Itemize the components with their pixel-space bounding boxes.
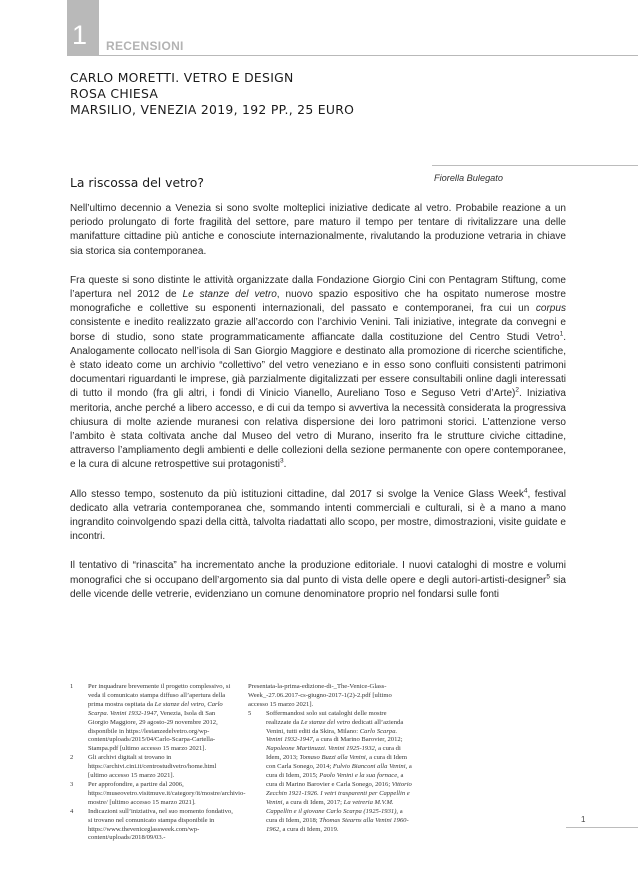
- paragraph-1: Nell’ultimo decennio a Venezia si sono svolte molteplici iniziative dedicate al vetro. Probabile reazione a un periodo prolungato di forte fragilità del settore, pare maturo il tempo per tentare di rivitalizzare una delle manifatture cittadine più antiche e conosciute internazionalmente, rivalutando la produzione vetraria in chiave sia storica sia contemporanea.: [70, 203, 566, 257]
- footnote-3: 3 Per approfondire, a partire dal 2006, https://museovetro.visitmuve.it/category/it/mostre/archivio-mostre/ [ultimo accesso 15 marzo 2021].: [70, 780, 246, 806]
- footnote-4-continued: Presentata-la-prima-edizione-di-_The-Venice-Glass-Week_-27.06.2017-cs-giugno-2017-1(2)-2.pdf [ultimo accesso 15 marzo 2021].: [248, 683, 392, 708]
- review-author-line: [432, 165, 638, 186]
- article-body: [70, 202, 566, 615]
- page-number: 1: [581, 815, 586, 824]
- section-header: [67, 0, 638, 58]
- paragraph-3: Allo stesso tempo, sostenuto da più istituzioni cittadine, dal 2017 si svolge la Venice Glass Week$^4$, festival dedicato alla vetraria contemporanea che, sommando intenti commerciali e culturali, si è a mano a mano ingrandito coinvolgendo spazi della città, talvolta riadattati allo scopo, per mostre, dimostrazioni, visite guidate e incontri.: [70, 487, 566, 543]
- footnote-5: 5 Soffermandosi solo sui cataloghi delle mostre realizzate da Le stanze del vetro dedicati all’azienda Venini, tutti editi da Skira, Milano: Carlo Scarpa. Venini 1932-1947, a cura di Marino Barovier, 2012; Napoleone Martinuzzi. Venini 1925-1932, a cura di Idem, 2013; Tomaso Buzzi alla Venini, a cura di Idem con Carla Sonego, 2014; Fulvio Bianconi alla Venini, a cura di Idem, 2015; Paolo Venini e la sua fornace, a cura di Marino Barovier e Carla Sonego, 2016; Vittorio Zecchin 1921-1926. I vetri trasparenti per Cappellin e Venini, a cura di Idem, 2017; La vetreria M.V.M. Cappellin e il giovane Carlo Scarpa (1925-1931), a cura di Idem, 2018; Thomas Stearns alla Venini 1960-1962, a cura di Idem, 2019.: [248, 709, 412, 833]
- footnote-1: 1 Per inquadrare brevemente il progetto complessivo, si veda il comunicato stampa diffuso all’apertura della prima mostra ospitata da Le stanze del vetro, Carlo Scarpa. Venini 1932-1947, Venezia, Isola di San Giorgio Maggiore, 29 agosto-29 novembre 2012, disponibile in https://lestanzedelvetro.org/wp-content/uploads/2015/04/Carlo-Scarpa-Cartella-Stampa.pdf [ultimo accesso 15 marzo 2021].: [70, 683, 231, 753]
- footnote-ref-2: 2: [515, 387, 520, 395]
- paragraph-4: Il tentativo di “rinascita” ha incrementato anche la produzione editoriale. I nuovi cataloghi di mostre e volumi monografici che si occupano dell’argomento sia dal punto di vista delle opere e degli autori-artisti-designer$^5$ sia delle vicende delle vetrerie, evidenziano un comune denominatore proprio nel fondarsi sulle fonti: [70, 560, 566, 600]
- footnote-ref-1: 1: [559, 330, 564, 338]
- footnote-ref-5: 5: [546, 573, 551, 581]
- section-number: 1: [72, 20, 88, 50]
- section-number-box: [67, 0, 99, 56]
- footnotes-column-left: [70, 683, 246, 843]
- review-author: Fiorella Bulegato: [434, 173, 503, 183]
- footnote-ref-3: 3: [279, 458, 284, 466]
- book-title: CARLO MORETTI. VETRO E DESIGN: [70, 70, 294, 85]
- book-publisher: MARSILIO, VENEZIA 2019, 192 PP., 25 EURO: [70, 102, 355, 117]
- footnote-ref-4: 4: [523, 487, 528, 495]
- footnote-2: 2 Gli archivi digitali si trovano in https://archivi.cini.it/centrostudivetro/home.html [ultimo accesso 15 marzo 2021].: [70, 754, 217, 780]
- footnote-4: 4 Indicazioni sull’iniziativa, nel suo momento fondativo, si trovano nel comunicato stampa disponibile in https://www.theveniceglassweek.com/wp-content/uploads/2018/09/03.-: [70, 807, 233, 842]
- footnotes-column-right: [248, 683, 412, 834]
- book-info: [70, 70, 490, 118]
- page-number-rule: [566, 827, 638, 828]
- book-author: ROSA CHIESA: [70, 86, 159, 101]
- header-rule: [99, 55, 638, 56]
- article-title: La riscossa del vetro?: [70, 175, 204, 190]
- paragraph-2: Fra queste si sono distinte le attività organizzate dalla Fondazione Giorgio Cini con Pentagram Stiftung, come l’apertura nel 2012 de Le stanze del vetro, nuovo spazio espositivo che ha ospitato numerose mostre monografiche e collettive su esponenti internazionali, del passato e contemporanei, fra cui un corpus consistente e inedito realizzato grazie all’accordo con l’archivio Venini. Tali iniziative, integrate da convegni e borse di studio, sono state programmaticamente affiancate dalla costituzione del Centro Studi Vetro$^1$. Analogamente collocato nell’isola di San Giorgio Maggiore e destinato alla promozione di ricerche scientifiche, è stato ideato come un archivio “collettivo” del vetro veneziano e in esso sono confluiti consistenti patrimoni documentari riguardanti le imprese, già parzialmente digitalizzati per essere consultabili online dagli interessati di tutto il mondo (fra gli altri, i fondi di Vinicio Vianello, Aureliano Toso e Seguso Vetri d’Arte)$^2$. Iniziativa meritoria, anche perché a libero accesso, e di cui da tempo si avvertiva la necessità considerata la progressiva chiusura di molte aziende muranesi con relativa dispersione dei loro patrimoni storici. L’attenzione verso l’ambito è stata coltivata anche dal Museo del vetro di Murano, inserito fra le strutture civiche cittadine, attraverso l’ampliamento degli ambienti e delle collezioni della sezione permanente con opere contemporanee, e la cura di alcune retrospettive sui protagonisti$^3$.: [70, 274, 567, 471]
- section-label: RECENSIONI: [106, 39, 184, 53]
